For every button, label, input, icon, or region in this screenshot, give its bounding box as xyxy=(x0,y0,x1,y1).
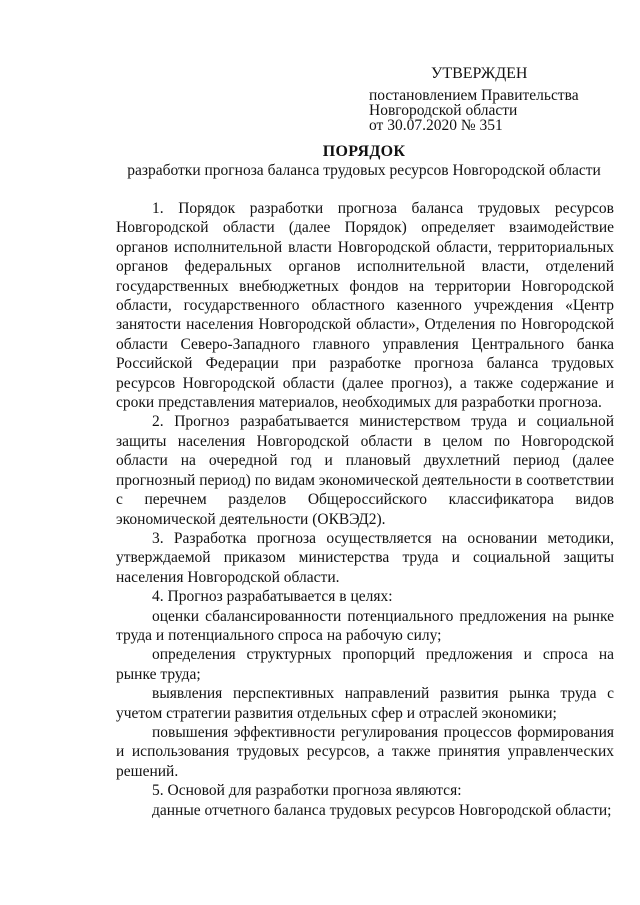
document-title: ПОРЯДОК xyxy=(322,143,406,160)
paragraph-4-item-3: выявления перспективных направлений развития рынка труда с учетом стратегии развития отдельных сфер и отраслей экономики; xyxy=(116,685,614,722)
document-body xyxy=(116,199,614,820)
approval-block xyxy=(369,66,619,133)
paragraph-4-item-2: определения структурных пропорций предложения и спроса на рынке труда; xyxy=(116,646,614,683)
approval-heading: УТВЕРЖДЕН xyxy=(431,65,528,82)
approval-line-2: Новгородской области xyxy=(369,102,518,119)
paragraph-4-item-4: повышения эффективности регулирования процессов формирования и использования трудовых ресурсов, а также принятия управленческих решений. xyxy=(116,723,614,780)
paragraph-4: 4. Прогноз разрабатывается в целях: xyxy=(152,588,393,606)
document-subtitle: разработки прогноза баланса трудовых ресурсов Новгородской области xyxy=(127,162,601,179)
approval-line-3: от 30.07.2020 № 351 xyxy=(369,117,503,134)
paragraph-5-item-1: данные отчетного баланса трудовых ресурсов Новгородской области; xyxy=(152,801,612,819)
paragraph-5: 5. Основой для разработки прогноза являются: xyxy=(152,782,462,800)
paragraph-4-item-1: оценки сбалансированности потенциального предложения на рынке труда и потенциального спроса на рабочую силу; xyxy=(116,607,614,644)
paragraph-3: 3. Разработка прогноза осуществляется на основании методики, утверждаемой приказом министерства труда и социальной защиты населения Новгородской области. xyxy=(116,529,614,586)
paragraph-2: 2. Прогноз разрабатывается министерством труда и социальной защиты населения Новгородской области в целом по Новгородской области на очередной год и плановый двухлетний период (далее прогнозный период) по видам экономической деятельности в соответствии с перечнем разделов Общероссийского классификатора видов экономической деятельности (ОКВЭД2). xyxy=(116,413,614,528)
approval-line-1: постановлением Правительства xyxy=(369,87,579,104)
paragraph-1: 1. Порядок разработки прогноза баланса трудовых ресурсов Новгородской области (далее Порядок) определяет взаимодействие органов исполнительной власти Новгородской области, территориальных органов федеральных органов исполнительной власти, отделений государственных внебюджетных фондов на территории Новгородской области, государственного областного казенного учреждения «Центр занятости населения Новгородской области», Отделения по Новгородской области Северо-Западного главного управления Центрального банка Российской Федерации при разработке прогноза баланса трудовых ресурсов Новгородской области (далее прогноз), а также содержание и сроки представления материалов, необходимых для разработки прогноза. xyxy=(116,200,614,412)
